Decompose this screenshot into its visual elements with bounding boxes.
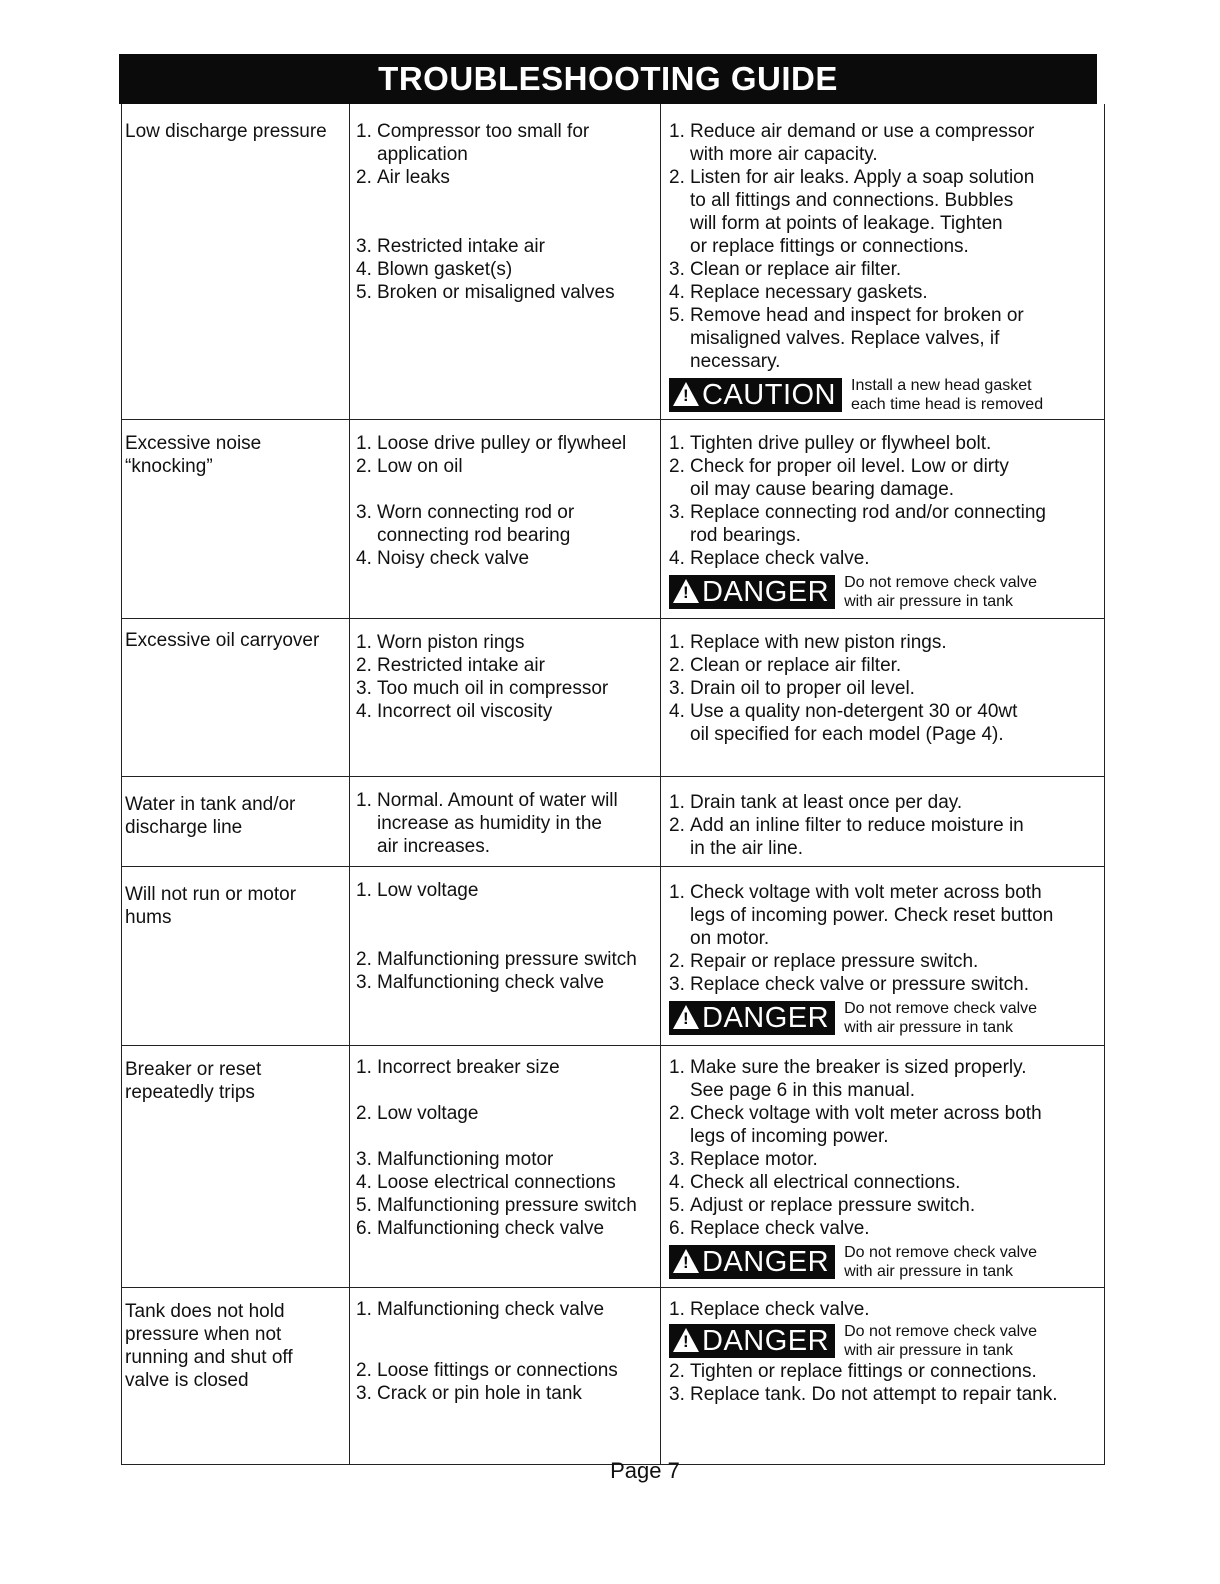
problem-cell bbox=[122, 867, 350, 1045]
list-item: 1. Compressor too small for application bbox=[356, 121, 590, 165]
list-item: 3. Replace motor. bbox=[669, 1149, 818, 1170]
list-item: 3. Worn connecting rod or connecting rod bearing bbox=[356, 502, 575, 546]
action-cell bbox=[661, 1288, 1104, 1464]
list-item: 6. Malfunctioning check valve bbox=[356, 1218, 605, 1239]
list-item: 3. Replace connecting rod and/or connecting rod bearings. bbox=[669, 502, 1046, 546]
cause-cell bbox=[350, 777, 661, 866]
action-cell bbox=[661, 104, 1104, 419]
problem-text: Excessive oil carryover bbox=[125, 630, 320, 651]
problem-cell bbox=[122, 619, 350, 776]
cause-cell bbox=[350, 104, 661, 419]
list-item: 4. Replace check valve. bbox=[669, 548, 870, 569]
list-item: 3. Replace tank. Do not attempt to repair tank. bbox=[669, 1384, 1058, 1405]
list-item: 2. Add an inline filter to reduce moisture in in the air line. bbox=[669, 815, 1024, 859]
action-cell bbox=[661, 420, 1104, 618]
action-cell bbox=[661, 777, 1104, 866]
list-item: 4. Incorrect oil viscosity bbox=[356, 701, 553, 722]
danger-label: ! DANGER bbox=[669, 1001, 835, 1035]
list-item: 5. Adjust or replace pressure switch. bbox=[669, 1195, 976, 1216]
danger-notice bbox=[669, 1243, 1104, 1281]
table-row bbox=[121, 619, 1105, 777]
list-item: 3. Too much oil in compressor bbox=[356, 678, 609, 699]
cause-cell bbox=[350, 867, 661, 1045]
problem-text: Tank does not hold pressure when not running and shut off valve is closed bbox=[125, 1301, 293, 1391]
action-cell bbox=[661, 619, 1104, 776]
list-item: 1. Normal. Amount of water will increase as humidity in the air increases. bbox=[356, 790, 618, 857]
list-item: 3. Clean or replace air filter. bbox=[669, 259, 902, 280]
troubleshooting-table bbox=[121, 104, 1105, 1465]
action-cell bbox=[661, 1046, 1104, 1287]
table-row bbox=[121, 1288, 1105, 1465]
list-item: 5. Remove head and inspect for broken or misaligned valves. Replace valves, if necessary. bbox=[669, 305, 1024, 372]
list-item: 2. Tighten or replace fittings or connections. bbox=[669, 1361, 1037, 1382]
warning-triangle-icon: ! bbox=[673, 382, 699, 406]
danger-label: ! DANGER bbox=[669, 1245, 835, 1279]
list-item: 3. Malfunctioning motor bbox=[356, 1149, 554, 1170]
list-item: 3. Drain oil to proper oil level. bbox=[669, 678, 915, 699]
problem-text: Will not run or motor hums bbox=[125, 884, 297, 928]
list-item: 2. Repair or replace pressure switch. bbox=[669, 951, 979, 972]
list-item: 1. Malfunctioning check valve bbox=[356, 1299, 605, 1320]
list-item: 2. Low on oil bbox=[356, 456, 463, 477]
warning-triangle-icon: ! bbox=[673, 1005, 699, 1029]
warning-triangle-icon: ! bbox=[673, 1328, 699, 1352]
list-item: 4. Noisy check valve bbox=[356, 548, 530, 569]
cause-cell bbox=[350, 1288, 661, 1464]
danger-label: ! DANGER bbox=[669, 575, 835, 609]
danger-notice bbox=[669, 1322, 1104, 1360]
list-item: 2. Clean or replace air filter. bbox=[669, 655, 902, 676]
list-item: 1. Drain tank at least once per day. bbox=[669, 792, 963, 813]
cause-cell bbox=[350, 619, 661, 776]
danger-message: Do not remove check valve with air pressure in tank bbox=[844, 1000, 1038, 1036]
list-item: 2. Listen for air leaks. Apply a soap solution to all fittings and connections. Bubbles will form at points of leakage. Tighten or replace fittings or connections. bbox=[669, 167, 1035, 257]
list-item: 3. Restricted intake air bbox=[356, 236, 545, 257]
list-item: 1. Reduce air demand or use a compressor with more air capacity. bbox=[669, 121, 1035, 165]
danger-label: ! DANGER bbox=[669, 1324, 835, 1358]
page-title: TROUBLESHOOTING GUIDE bbox=[119, 54, 1097, 104]
table-row bbox=[121, 867, 1105, 1046]
list-item: 1. Replace check valve. bbox=[669, 1299, 870, 1320]
caution-message: Install a new head gasket each time head is removed bbox=[851, 377, 1044, 413]
list-item: 2. Air leaks bbox=[356, 167, 450, 188]
warning-triangle-icon: ! bbox=[673, 579, 699, 603]
list-item: 2. Check voltage with volt meter across both legs of incoming power. bbox=[669, 1103, 1042, 1147]
action-cell bbox=[661, 867, 1104, 1045]
list-item: 4. Loose electrical connections bbox=[356, 1172, 616, 1193]
problem-cell bbox=[122, 1288, 350, 1464]
list-item: 3. Replace check valve or pressure switch. bbox=[669, 974, 1029, 995]
list-item: 1. Incorrect breaker size bbox=[356, 1057, 560, 1078]
list-item: 1. Worn piston rings bbox=[356, 632, 525, 653]
list-item: 1. Check voltage with volt meter across both legs of incoming power. Check reset button on motor. bbox=[669, 882, 1054, 949]
list-item: 3. Malfunctioning check valve bbox=[356, 972, 605, 993]
cause-cell bbox=[350, 1046, 661, 1287]
list-item: 2. Restricted intake air bbox=[356, 655, 545, 676]
danger-notice bbox=[669, 573, 1104, 611]
table-row bbox=[121, 1046, 1105, 1288]
table-row bbox=[121, 104, 1105, 420]
problem-cell bbox=[122, 1046, 350, 1287]
list-item: 1. Loose drive pulley or flywheel bbox=[356, 433, 627, 454]
problem-text: Excessive noise “knocking” bbox=[125, 433, 262, 477]
list-item: 2. Loose fittings or connections bbox=[356, 1360, 618, 1381]
list-item: 5. Broken or misaligned valves bbox=[356, 282, 615, 303]
problem-cell bbox=[122, 104, 350, 419]
list-item: 6. Replace check valve. bbox=[669, 1218, 870, 1239]
problem-cell bbox=[122, 777, 350, 866]
table-row bbox=[121, 777, 1105, 867]
list-item: 4. Use a quality non-detergent 30 or 40wt oil specified for each model (Page 4). bbox=[669, 701, 1018, 745]
page-number: Page 7 bbox=[610, 1458, 680, 1483]
list-item: 2. Low voltage bbox=[356, 1103, 479, 1124]
list-item: 4. Replace necessary gaskets. bbox=[669, 282, 928, 303]
warning-triangle-icon: ! bbox=[673, 1249, 699, 1273]
list-item: 3. Crack or pin hole in tank bbox=[356, 1383, 582, 1404]
list-item: 2. Check for proper oil level. Low or dirty oil may cause bearing damage. bbox=[669, 456, 1009, 500]
danger-notice bbox=[669, 999, 1104, 1037]
list-item: 1. Make sure the breaker is sized properly. See page 6 in this manual. bbox=[669, 1057, 1027, 1101]
list-item: 1. Tighten drive pulley or flywheel bolt. bbox=[669, 433, 992, 454]
list-item: 4. Blown gasket(s) bbox=[356, 259, 513, 280]
problem-cell bbox=[122, 420, 350, 618]
danger-message: Do not remove check valve with air pressure in tank bbox=[844, 574, 1038, 610]
danger-message: Do not remove check valve with air pressure in tank bbox=[844, 1323, 1038, 1359]
list-item: 2. Malfunctioning pressure switch bbox=[356, 949, 637, 970]
caution-label: ! CAUTION bbox=[669, 378, 842, 412]
list-item: 4. Check all electrical connections. bbox=[669, 1172, 961, 1193]
problem-text: Low discharge pressure bbox=[125, 121, 327, 142]
list-item: 1. Replace with new piston rings. bbox=[669, 632, 947, 653]
list-item: 5. Malfunctioning pressure switch bbox=[356, 1195, 637, 1216]
list-item: 1. Low voltage bbox=[356, 880, 479, 901]
table-row bbox=[121, 420, 1105, 619]
problem-text: Breaker or reset repeatedly trips bbox=[125, 1059, 262, 1103]
caution-notice bbox=[669, 376, 1104, 414]
cause-cell bbox=[350, 420, 661, 618]
danger-message: Do not remove check valve with air pressure in tank bbox=[844, 1244, 1038, 1280]
problem-text: Water in tank and/or discharge line bbox=[125, 794, 296, 838]
